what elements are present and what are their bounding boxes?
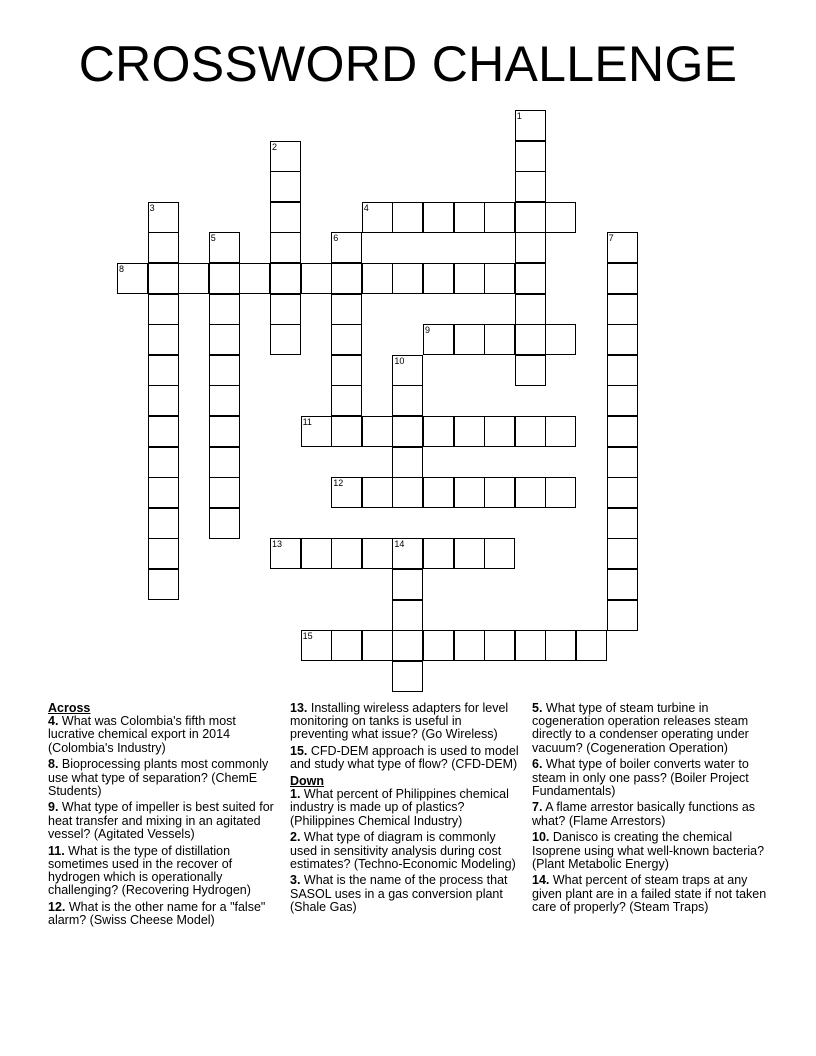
grid-cell[interactable] <box>178 263 209 294</box>
grid-cell[interactable] <box>392 477 423 508</box>
clue-item <box>532 758 772 798</box>
clue-text: A flame arrestor basically functions as what? (Flame Arrestors) <box>532 800 756 828</box>
grid-cell[interactable] <box>148 294 179 325</box>
clue-number: 4. <box>48 714 59 729</box>
grid-cell[interactable] <box>484 477 515 508</box>
grid-cell[interactable] <box>484 630 515 661</box>
clue-text: Bioprocessing plants most commonly use what type of separation? (ChemE Students) <box>48 757 269 798</box>
grid-cell[interactable] <box>270 171 301 202</box>
grid-cell[interactable] <box>148 447 179 478</box>
grid-cell[interactable] <box>607 263 638 294</box>
grid-cell[interactable] <box>545 630 576 661</box>
clues-column-1 <box>48 702 280 931</box>
clue-item <box>48 801 280 841</box>
grid-cell[interactable] <box>607 447 638 478</box>
across-heading: Across <box>48 701 91 715</box>
grid-cell[interactable] <box>515 294 546 325</box>
grid-cell[interactable] <box>209 447 240 478</box>
grid-cell[interactable] <box>515 324 546 355</box>
clue-number: 14. <box>532 873 550 888</box>
clue-item <box>290 874 522 914</box>
clue-item <box>290 745 522 771</box>
grid-cell[interactable] <box>331 416 362 447</box>
down-heading: Down <box>290 774 325 789</box>
grid-cell[interactable] <box>209 263 240 294</box>
grid-cell[interactable] <box>301 263 332 294</box>
grid-cell[interactable] <box>454 630 485 661</box>
grid-cell[interactable] <box>148 324 179 355</box>
clue-number: 13. <box>290 701 308 715</box>
clue-number: 3. <box>290 873 301 888</box>
grid-cell[interactable] <box>148 385 179 416</box>
grid-cell[interactable] <box>392 263 423 294</box>
clue-number: 8. <box>48 757 59 772</box>
clue-number-label: 12 <box>333 478 344 489</box>
clue-text: Installing wireless adapters for level monitoring on tanks is useful in preventing what issue? (Go Wireless) <box>290 701 509 742</box>
grid-cell[interactable] <box>148 508 179 539</box>
grid-cell[interactable] <box>362 538 393 569</box>
grid-cell[interactable] <box>270 232 301 263</box>
clue-number-label: 11 <box>302 417 312 427</box>
clue-number-label: 14 <box>394 539 405 550</box>
grid-cell[interactable] <box>423 477 454 508</box>
grid-cell[interactable] <box>209 508 240 539</box>
clue-number: 12. <box>48 899 66 914</box>
grid-cell[interactable] <box>545 202 576 233</box>
clue-number: 6. <box>532 757 543 772</box>
grid-cell[interactable] <box>392 416 423 447</box>
grid-cell[interactable] <box>362 263 393 294</box>
clue-text: What is the name of the process that SASOL uses in a gas conversion plant (Shale Gas) <box>290 873 508 914</box>
grid-cell[interactable] <box>392 630 423 661</box>
clue-item <box>290 788 522 828</box>
grid-cell[interactable] <box>148 355 179 386</box>
grid-cell[interactable] <box>576 630 607 661</box>
grid-cell[interactable] <box>362 416 393 447</box>
grid-cell[interactable] <box>607 477 638 508</box>
clue-text: CFD-DEM approach is used to model and study what type of flow? (CFD-DEM) <box>290 744 519 772</box>
clue-item <box>48 901 280 927</box>
grid-cell[interactable] <box>484 202 515 233</box>
grid-cell[interactable] <box>423 263 454 294</box>
page-title: CROSSWORD CHALLENGE <box>78 36 738 92</box>
grid-cell[interactable] <box>209 416 240 447</box>
grid-cell[interactable] <box>515 630 546 661</box>
grid-cell[interactable] <box>515 416 546 447</box>
clue-number: 11. <box>48 843 65 858</box>
clue-number: 9. <box>48 800 59 815</box>
grid-cell[interactable] <box>607 355 638 386</box>
grid-cell[interactable] <box>331 294 362 325</box>
grid-cell[interactable] <box>454 477 485 508</box>
grid-cell[interactable] <box>484 416 515 447</box>
grid-cell[interactable] <box>331 324 362 355</box>
clue-number-label: 8 <box>119 264 125 274</box>
clue-item <box>532 874 772 914</box>
grid-cell[interactable] <box>454 202 485 233</box>
clue-number-label: 5 <box>210 233 216 244</box>
grid-cell[interactable] <box>209 294 240 325</box>
clues-column-2 <box>290 702 522 918</box>
grid-cell[interactable] <box>239 263 270 294</box>
grid-cell[interactable] <box>148 232 179 263</box>
clue-text: What type of steam turbine in cogeneration operation releases steam directly to a condenser operating under vacuum? (Cogeneration Operation) <box>532 701 749 755</box>
grid-cell[interactable] <box>148 477 179 508</box>
clue-text: What is the type of distillation sometimes used in the recover of hydrogen which is operationally challenging? (Recovering Hydrogen) <box>48 843 251 898</box>
clue-item <box>290 831 522 871</box>
grid-cell[interactable] <box>270 202 301 233</box>
clue-item <box>48 845 280 898</box>
grid-cell[interactable] <box>392 447 423 478</box>
grid-cell[interactable] <box>331 263 362 294</box>
grid-cell[interactable] <box>270 263 301 294</box>
grid-cell[interactable] <box>148 416 179 447</box>
grid-cell[interactable] <box>607 324 638 355</box>
clue-number-label: 1 <box>516 111 522 121</box>
grid-cell[interactable] <box>454 263 485 294</box>
grid-cell[interactable] <box>484 538 515 569</box>
clue-number-label: 13 <box>272 539 283 550</box>
grid-cell[interactable] <box>209 385 240 416</box>
clue-number: 2. <box>290 830 301 845</box>
grid-cell[interactable] <box>392 600 423 631</box>
clue-number-label: 6 <box>333 233 339 244</box>
grid-cell[interactable] <box>545 477 576 508</box>
grid-cell[interactable] <box>148 569 179 600</box>
clue-number-label: 7 <box>608 233 614 244</box>
grid-cell[interactable] <box>423 202 454 233</box>
clue-text: Danisco is creating the chemical Isoprene using what well-known bacteria? (Plant Metabolic Energy) <box>532 830 765 871</box>
grid-cell[interactable] <box>148 263 179 294</box>
clues-column-3 <box>532 702 772 918</box>
clue-number-label: 2 <box>272 141 278 152</box>
grid-cell[interactable] <box>270 324 301 355</box>
grid-cell[interactable] <box>148 538 179 569</box>
clue-text: What percent of steam traps at any given plant are in a failed state if not taken care of properly? (Steam Traps) <box>532 873 767 914</box>
clue-item <box>48 715 280 755</box>
grid-cell[interactable] <box>362 477 393 508</box>
clue-text: What was Colombia's fifth most lucrative chemical export in 2014 (Colombia's Industry) <box>48 714 236 755</box>
clue-number-label: 4 <box>363 202 369 213</box>
clue-item <box>532 831 772 871</box>
grid-cell[interactable] <box>301 538 332 569</box>
grid-cell[interactable] <box>607 294 638 325</box>
grid-cell[interactable] <box>545 416 576 447</box>
grid-cell[interactable] <box>392 661 423 692</box>
grid-cell[interactable] <box>515 202 546 233</box>
clue-number: 10. <box>532 830 550 845</box>
grid-cell[interactable] <box>209 477 240 508</box>
grid-cell[interactable] <box>423 538 454 569</box>
grid-cell[interactable] <box>607 385 638 416</box>
grid-cell[interactable] <box>270 294 301 325</box>
grid-cell[interactable] <box>515 171 546 202</box>
clue-item <box>532 801 772 827</box>
clue-item <box>532 702 772 755</box>
clue-text: What type of boiler converts water to steam in only one pass? (Boiler Project Fundamentals) <box>532 757 749 798</box>
grid-cell[interactable] <box>209 324 240 355</box>
grid-cell[interactable] <box>607 538 638 569</box>
grid-cell[interactable] <box>423 416 454 447</box>
clue-number: 1. <box>290 787 301 802</box>
clue-number: 15. <box>290 744 308 759</box>
grid-cell[interactable] <box>392 202 423 233</box>
grid-cell[interactable] <box>454 324 485 355</box>
grid-cell[interactable] <box>545 324 576 355</box>
clue-number-label: 10 <box>394 355 405 366</box>
clue-number: 5. <box>532 701 543 715</box>
clue-item <box>48 758 280 798</box>
grid-cell[interactable] <box>515 263 546 294</box>
grid-cell[interactable] <box>423 630 454 661</box>
grid-cell[interactable] <box>392 569 423 600</box>
clue-number-label: 3 <box>149 202 155 213</box>
grid-cell[interactable] <box>515 477 546 508</box>
clue-number-label: 9 <box>425 325 431 336</box>
clue-item <box>290 702 522 742</box>
grid-cell[interactable] <box>607 416 638 447</box>
grid-cell[interactable] <box>454 416 485 447</box>
grid-cell[interactable] <box>362 630 393 661</box>
grid-cell[interactable] <box>209 355 240 386</box>
grid-cell[interactable] <box>331 385 362 416</box>
clue-text: What percent of Philippines chemical industry is made up of plastics? (Philippines Chemical Industry) <box>290 787 509 828</box>
clue-text: What type of impeller is best suited for heat transfer and mixing in an agitated vessel? (Agitated Vessels) <box>48 800 274 841</box>
grid-cell[interactable] <box>515 232 546 263</box>
clue-text: What is the other name for a "false" alarm? (Swiss Cheese Model) <box>48 899 266 928</box>
grid-cell[interactable] <box>484 324 515 355</box>
grid-cell[interactable] <box>607 600 638 631</box>
grid-cell[interactable] <box>484 263 515 294</box>
grid-cell[interactable] <box>331 630 362 661</box>
grid-cell[interactable] <box>607 508 638 539</box>
grid-cell[interactable] <box>515 355 546 386</box>
grid-cell[interactable] <box>331 538 362 569</box>
grid-cell[interactable] <box>515 141 546 172</box>
clue-number: 7. <box>532 800 543 815</box>
clue-number-label: 15 <box>302 631 313 642</box>
grid-cell[interactable] <box>331 355 362 386</box>
grid-cell[interactable] <box>392 385 423 416</box>
grid-cell[interactable] <box>607 569 638 600</box>
grid-cell[interactable] <box>454 538 485 569</box>
clue-text: What type of diagram is commonly used in sensitivity analysis during cost estimates? (Techno-Economic Modeling) <box>290 830 516 871</box>
